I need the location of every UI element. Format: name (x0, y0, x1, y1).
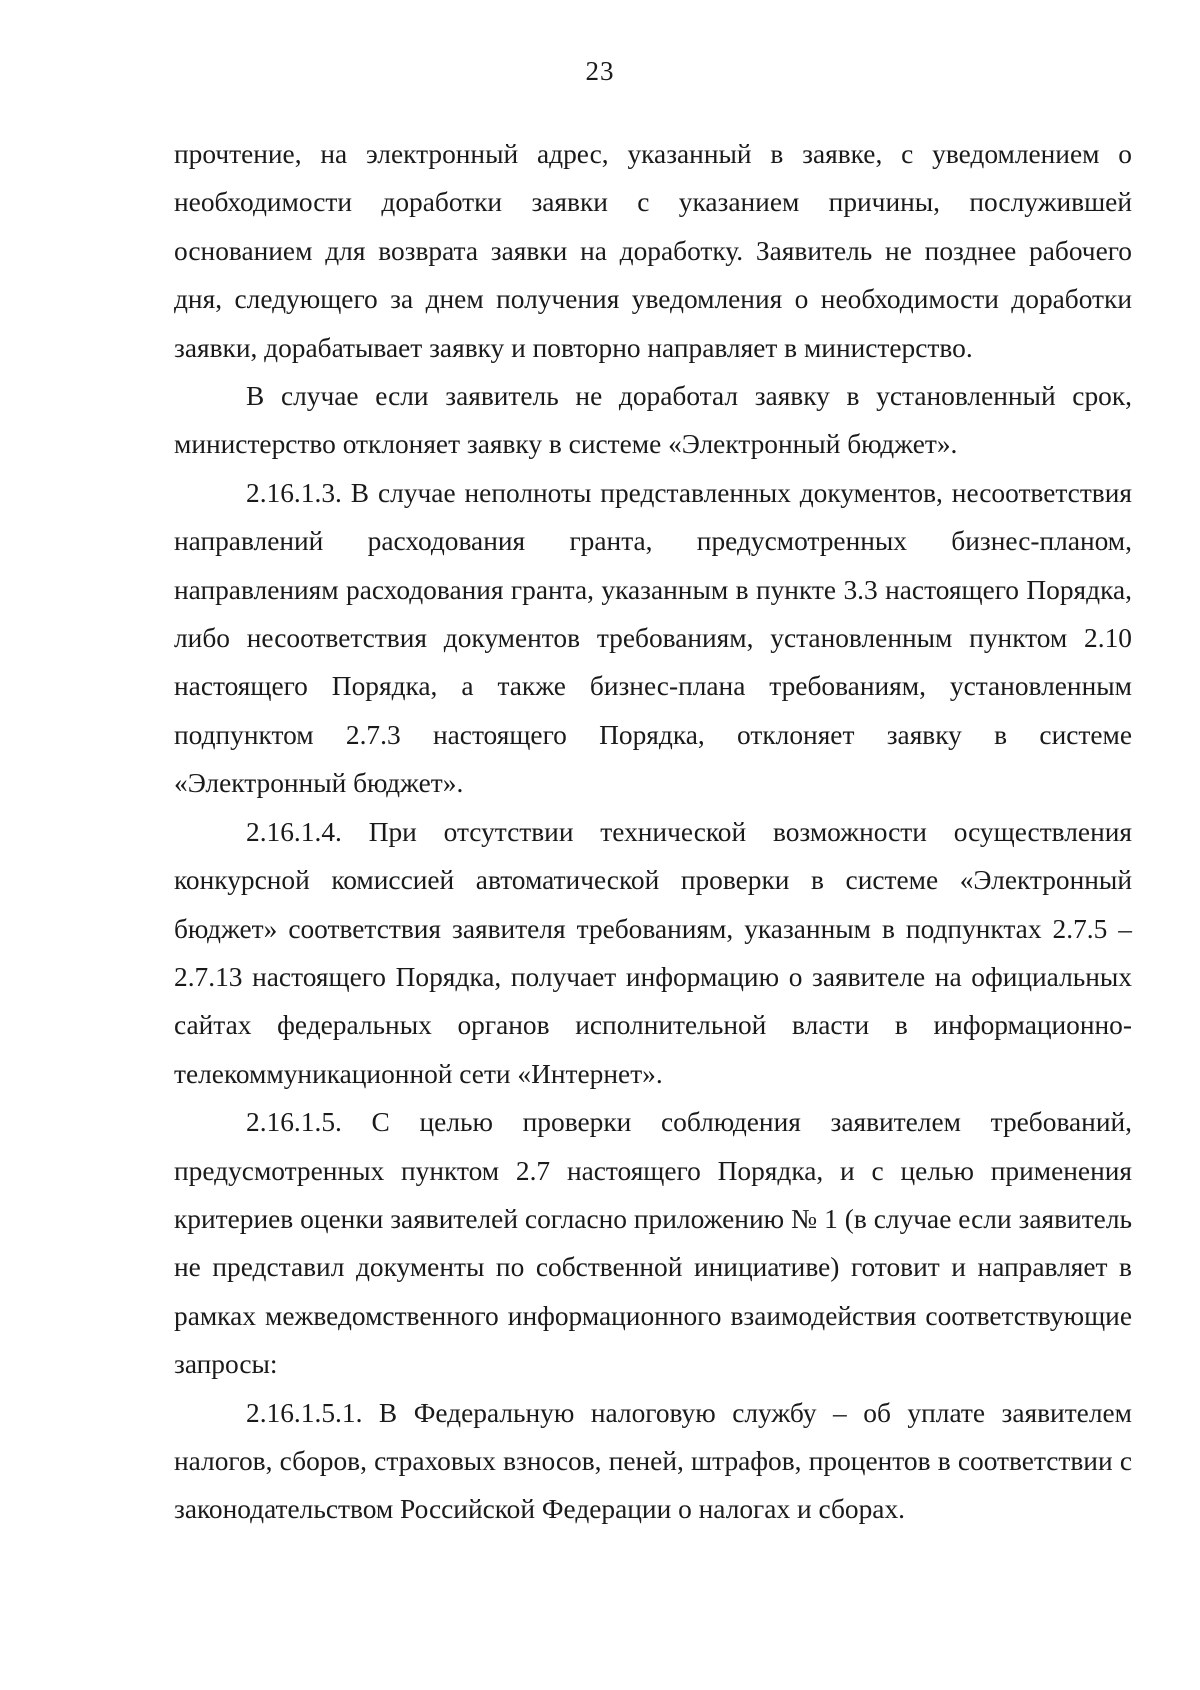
paragraph-1: прочтение, на электронный адрес, указанный в заявке, с уведомлением о необходимости доработки заявки с указанием причины, послужившей основанием для возврата заявки на доработку. Заявитель не позднее рабочего дня, следующего за днем получения уведомления о необходимости доработки заявки, дорабатывает заявку и повторно направляет в министерство. (174, 139, 1132, 363)
paragraph-2: В случае если заявитель не доработал заявку в установленный срок, министерство отклоняет заявку в системе «Электронный бюджет». (174, 381, 1132, 460)
document-body (174, 130, 1132, 1534)
paragraph-3: 2.16.1.3. В случае неполноты представленных документов, несоответствия направлений расходования гранта, предусмотренных бизнес-планом, направлениям расходования гранта, указанным в пункте 3.3 настоящего Порядка, либо несоответствия документов требованиям, установленным пунктом 2.10 настоящего Порядка, а также бизнес-плана требованиям, установленным подпунктом 2.7.3 настоящего Порядка, отклоняет заявку в системе «Электронный бюджет». (174, 477, 1132, 799)
paragraph-4: 2.16.1.4. При отсутствии технической возможности осуществления конкурсной комиссией автоматической проверки в системе «Электронный бюджет» соответствия заявителя требованиям, указанным в подпунктах 2.7.5 – 2.7.13 настоящего Порядка, получает информацию о заявителе на официальных сайтах федеральных органов исполнительной власти в информационно-телекоммуникационной сети «Интернет». (174, 816, 1132, 1089)
paragraph-5: 2.16.1.5. С целью проверки соблюдения заявителем требований, предусмотренных пунктом 2.7 настоящего Порядка, и с целью применения критериев оценки заявителей согласно приложению № 1 (в случае если заявитель не представил документы по собственной инициативе) готовит и направляет в рамках межведомственного информационного взаимодействия соответствующие запросы: (174, 1107, 1132, 1380)
paragraph-6: 2.16.1.5.1. В Федеральную налоговую службу – об уплате заявителем налогов, сборов, страховых взносов, пеней, штрафов, процентов в соответствии с законодательством Российской Федерации о налогах и сборах. (174, 1397, 1132, 1525)
page-number: 23 (585, 56, 615, 86)
